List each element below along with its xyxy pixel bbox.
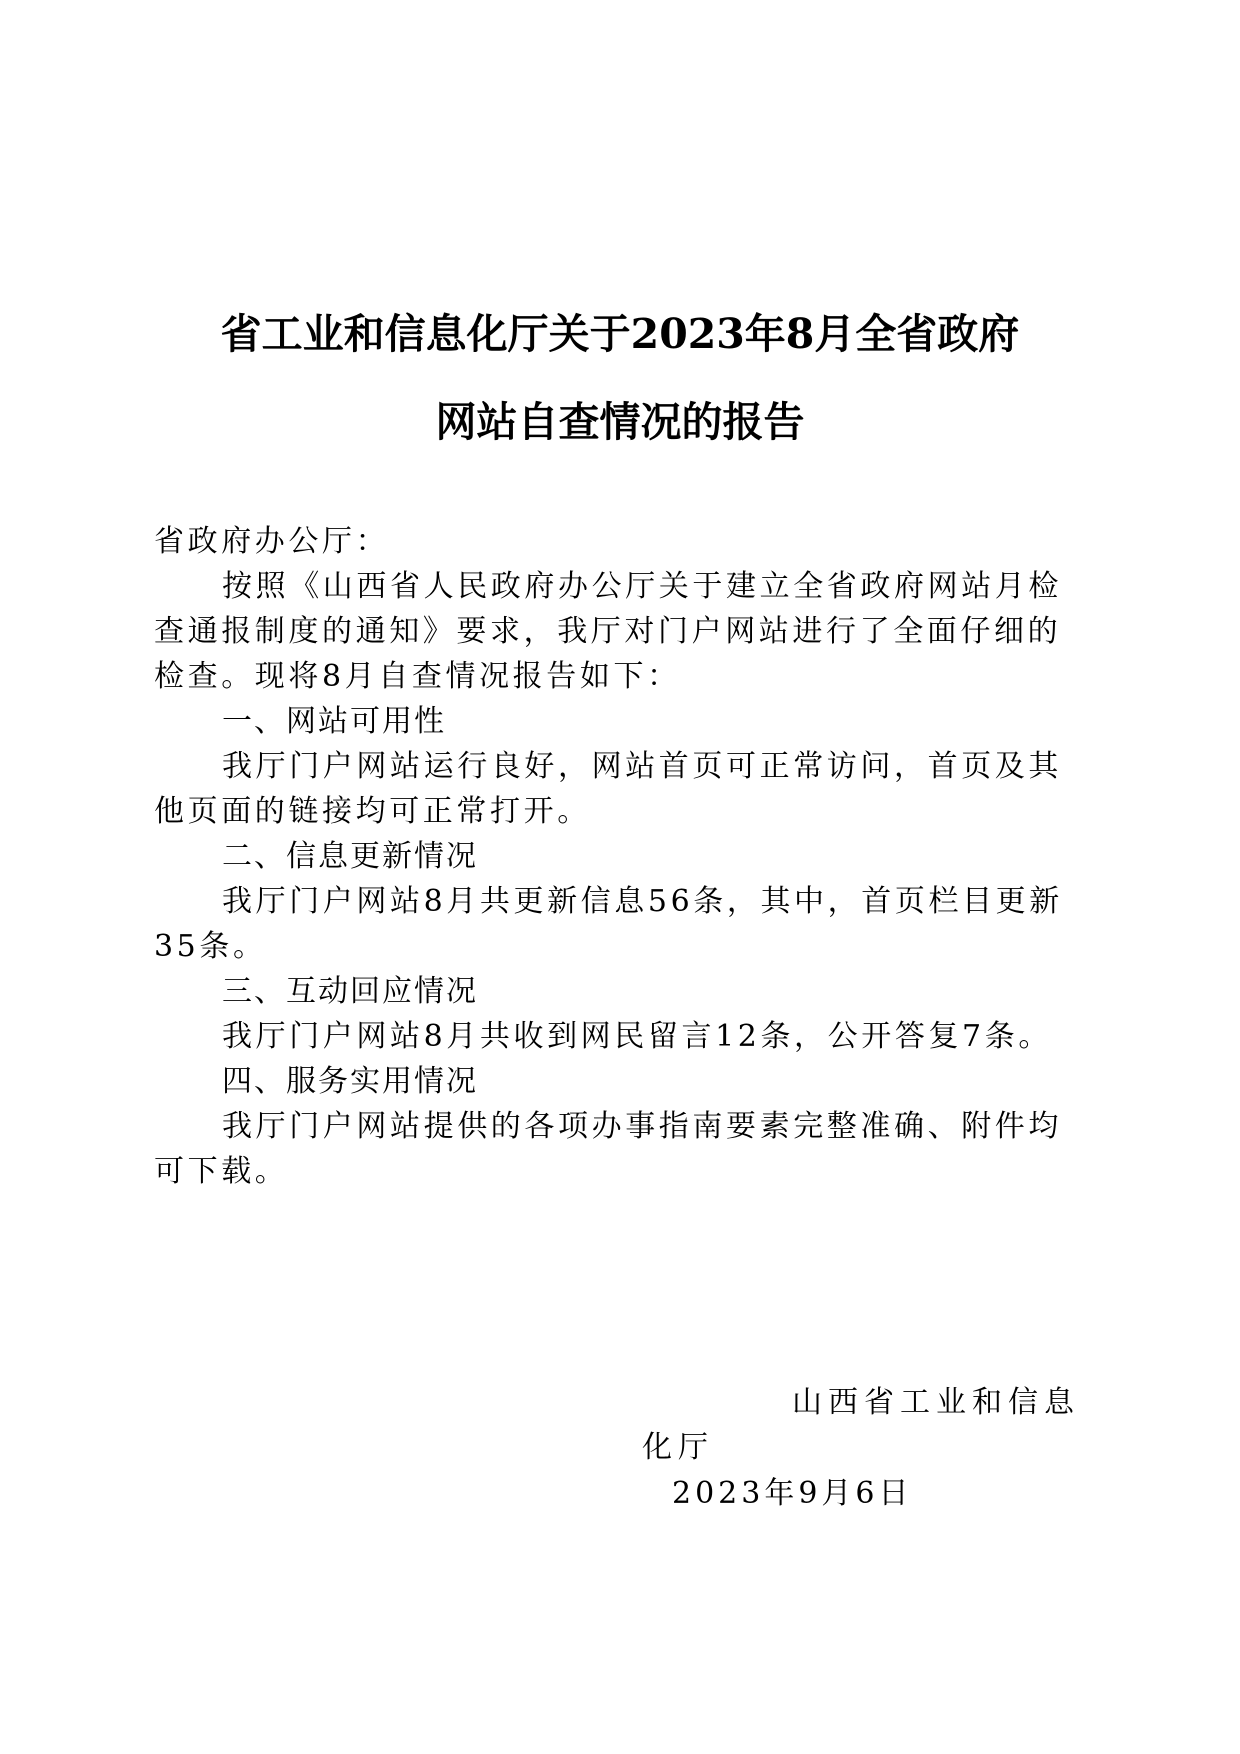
section-2-line-2: 35条。 — [154, 929, 267, 964]
document-title-line-2: 网站自查情况的报告 — [435, 398, 805, 446]
signature-line-2: 化厅 — [642, 1430, 714, 1465]
salutation: 省政府办公厅： — [154, 524, 390, 559]
signature-date: 2023年9月6日 — [672, 1476, 913, 1511]
section-2-line-1: 我厅门户网站8月共更新信息56条，其中，首页栏目更新 — [222, 884, 1063, 919]
intro-line-2: 查通报制度的通知》要求，我厅对门户网站进行了全面仔细的 — [154, 614, 1062, 649]
section-1-line-2: 他页面的链接均可正常打开。 — [154, 794, 591, 829]
section-heading-2: 二、信息更新情况 — [222, 839, 478, 874]
intro-line-3: 检查。现将8月自查情况报告如下： — [154, 659, 681, 694]
section-heading-1: 一、网站可用性 — [222, 704, 446, 739]
section-3-line-1: 我厅门户网站8月共收到网民留言12条，公开答复7条。 — [222, 1019, 1052, 1054]
document-title-line-1: 省工业和信息化厅关于2023年8月全省政府 — [220, 310, 1020, 358]
signature-line-1: 山西省工业和信息 — [792, 1385, 1080, 1420]
section-4-line-2: 可下载。 — [154, 1154, 289, 1189]
section-heading-3: 三、互动回应情况 — [222, 974, 478, 1009]
section-4-line-1: 我厅门户网站提供的各项办事指南要素完整准确、附件均 — [222, 1109, 1062, 1144]
intro-line-1: 按照《山西省人民政府办公厅关于建立全省政府网站月检 — [222, 569, 1062, 604]
section-1-line-1: 我厅门户网站运行良好，网站首页可正常访问，首页及其 — [222, 749, 1062, 784]
section-heading-4: 四、服务实用情况 — [222, 1064, 478, 1099]
